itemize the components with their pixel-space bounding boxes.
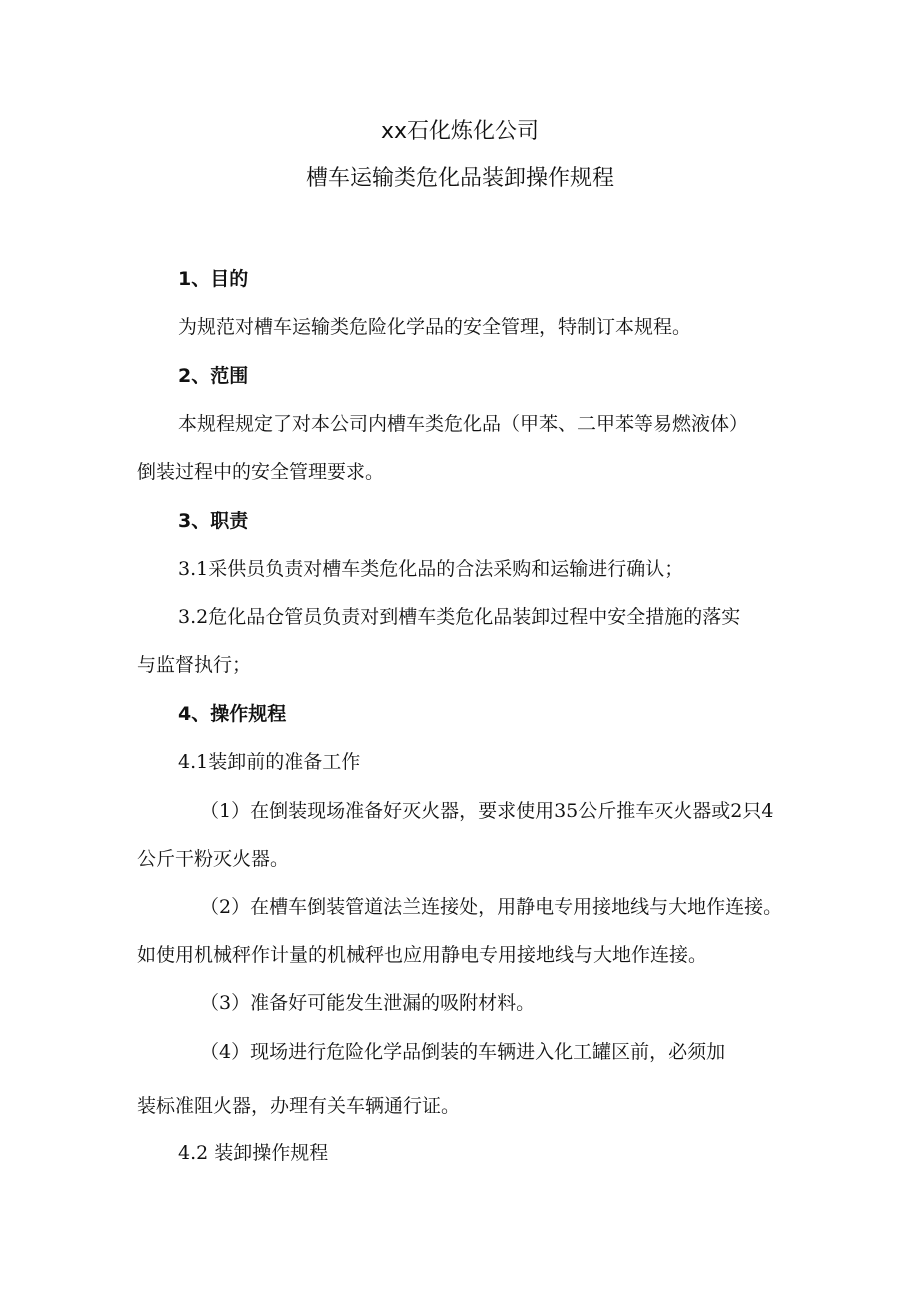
- subsection-heading: 4.1装卸前的准备工作: [178, 751, 361, 773]
- subsection-heading: 4.2 装卸操作规程: [178, 1142, 329, 1164]
- paragraph-line: 与监督执行；: [137, 654, 252, 676]
- paragraph-line: （1）在倒装现场准备好灭火器，要求使用35公斤推车灭火器或2只4: [200, 800, 774, 822]
- paragraph-line: 倒装过程中的安全管理要求。: [137, 461, 385, 483]
- paragraph-line: 公斤干粉灭火器。: [137, 848, 290, 870]
- section-heading-scope: 2、范围: [178, 365, 249, 387]
- paragraph-line: （2）在槽车倒装管道法兰连接处，用静电专用接地线与大地作连接。: [200, 896, 783, 918]
- paragraph-line: 本规程规定了对本公司内槽车类危化品（甲苯、二甲苯等易燃液体）: [178, 413, 749, 435]
- section-heading-procedures: 4、操作规程: [178, 703, 287, 725]
- section-heading-responsibilities: 3、职责: [178, 510, 249, 532]
- paragraph-line: 为规范对槽车运输类危险化学品的安全管理，特制订本规程。: [178, 316, 692, 338]
- paragraph-line: 3.1采供员负责对槽车类危化品的合法采购和运输进行确认；: [178, 558, 684, 580]
- company-name: xx石化炼化公司: [380, 119, 540, 144]
- paragraph-line: 3.2危化品仓管员负责对到槽车类危化品装卸过程中安全措施的落实: [178, 606, 741, 628]
- section-heading-purpose: 1、目的: [178, 268, 249, 290]
- paragraph-line: （4）现场进行危险化学品倒装的车辆进入化工罐区前，必须加: [200, 1041, 726, 1063]
- paragraph-line: 装标准阻火器，办理有关车辆通行证。: [137, 1095, 461, 1117]
- paragraph-line: 如使用机械秤作计量的机械秤也应用静电专用接地线与大地作连接。: [137, 944, 708, 966]
- document-title: 槽车运输类危化品装卸操作规程: [305, 166, 614, 191]
- paragraph-line: （3）准备好可能发生泄漏的吸附材料。: [200, 992, 536, 1014]
